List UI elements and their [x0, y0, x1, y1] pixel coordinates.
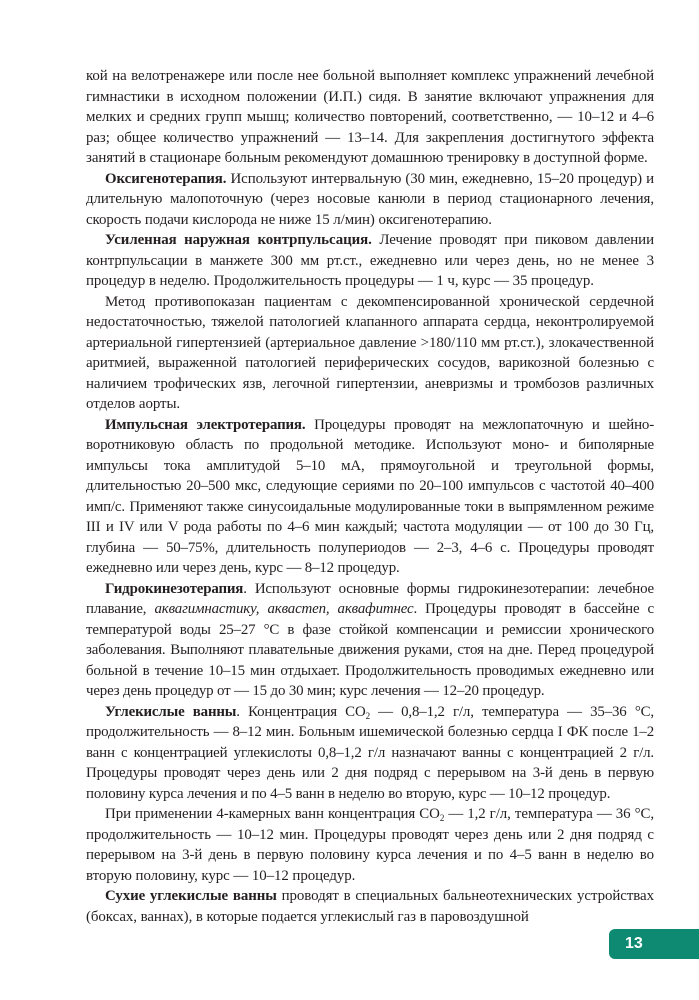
paragraph-hydrokinesitherapy	[86, 579, 654, 702]
paragraph-text: Используют интервальную (30 мин, ежедневно, 15–20 процедур) и длительную малопоточную (через носовые канюли в период стационарного лечения, скорость подачи кислорода не ниже 15 л/мин) оксигенотерапию.	[86, 170, 654, 228]
section-lead-oxygen-therapy: Оксигенотерапия.	[105, 170, 227, 187]
paragraph-oxygen-therapy	[86, 169, 654, 231]
paragraph-text: Метод противопоказан пациентам с декомпенсированной хронической сердечной недостаточностью, тяжелой патологией клапанного аппарата сердца, неконтролируемой артериальной гипертензией (артериальное давление >180/110 мм рт.ст.), злокачественной аритмией, выраженной патологией периферических сосудов, варикозной болезнью с наличием трофических язв, легочной гипертензии, аневризмы и тромбозов различных отделов аорты.	[86, 293, 654, 412]
paragraph-contraindications	[86, 292, 654, 415]
paragraph-text: При применении 4-камерных ванн концентрация CO	[105, 806, 440, 822]
paragraph-text: кой на велотренажере или после нее больной выполняет комплекс упражнений лечебной гимнастики в исходном положении (И.П.) сидя. В занятие включают упражнения для мелких и средних групп мышц; количество повторений, соответственно, — 10–12 и 4–6 раз; общее количество упражнений — 13–14. Для закрепления достигнутого эффекта занятий в стационаре больным рекомендуют домашнюю тренировку в доступной форме.	[86, 68, 654, 166]
paragraph-four-chamber-baths	[86, 804, 654, 886]
paragraph-dry-carbonic-baths	[86, 886, 654, 927]
paragraph-electrotherapy	[86, 415, 654, 579]
page-number: 13	[625, 935, 643, 952]
paragraph-text: Процедуры проводят на межлопаточную и шейно-воротниковую область по продольной методике. Используют моно- и биполярные импульсы тока амплитудой 5–10 мА, прямоугольной и треугольной формы, длительностью 20–500 мкс, следующие сериями по 20–100 импульсов с частотой 40–400 имп/с. Применяют также синусоидальные модулированные токи в выпрямленном режиме III и IV или V рода работы по 4–6 мин каждый; частота модуляции — от 100 до 30 Гц, глубина — 50–75%, длительность полупериодов — 2–3, 4–6 с. Процедуры проводят ежедневно или через день, курс — 8–12 процедур.	[86, 416, 654, 576]
paragraph-carbonic-baths	[86, 702, 654, 805]
subscript: 2	[365, 710, 370, 721]
paragraph-text: . Процедуры проводят в бассейне с температурой воды 25–27 °C в фазе стойкой компенсации и ремиссии хронического заболевания. Выполняют плавательные движения руками, стоя на дне. Перед процедурой больной в течение 10–15 мин отдыхает. Продолжительность проводимых ежедневно или через день процедур от — 15 до 30 мин; курс лечения — 12–20 процедур.	[86, 601, 654, 699]
paragraph-counterpulsation	[86, 230, 654, 292]
paragraph-text: Лечение проводят при пиковом давлении контрпульсации в манжете 300 мм рт.ст., ежедневно или через день, но не менее 3 процедур в неделю. Продолжительность процедуры — 1 ч, курс — 35 процедур.	[86, 232, 654, 289]
italic-terms: аквагимнастику, аквастеп, аквафитнес	[154, 601, 414, 617]
paragraph-text: проводят в специальных бальнеотехнических устройствах (боксах, ваннах), в которые подается углекислый газ в паровоздушной	[86, 888, 654, 925]
paragraph-text: . Используют основные формы гидрокинезотерапии: лечебное плавание,	[86, 580, 654, 617]
page-body	[86, 66, 654, 927]
section-lead-electrotherapy: Импульсная электротерапия.	[105, 416, 306, 433]
paragraph-text: . Концентрация CO	[236, 703, 366, 720]
section-lead-carbonic-baths: Углекислые ванны	[105, 703, 237, 720]
section-lead-counterpulsation: Усиленная наружная контрпульсация.	[105, 232, 372, 248]
section-lead-dry-carbonic-baths: Сухие углекислые ванны	[105, 888, 277, 904]
paragraph-text: — 1,2 г/л, температура — 36 °C, продолжительность — 10–12 мин. Процедуры проводят через день или 2 дня подряд с перерывом на 3-й день в первую половину курса лечения и по 4–5 ванн в неделю во вторую половину, курс — 10–12 процедур.	[86, 806, 655, 884]
paragraph-lfk-continuation	[86, 66, 654, 169]
paragraph-text: — 0,8–1,2 г/л, температура — 35–36 °C, продолжительность — 8–12 мин. Больным ишемической болезнью сердца I ФК после 1–2 ванн с концентрацией углекислоты 0,8–1,2 г/л назначают ванны с концентрацией 2 г/л. Процедуры проводят через день или 2 дня подряд с перерывом на 3-й день в первую половину курса лечения и по 4–5 ванн в неделю во вторую, курс — 10–12 процедур.	[86, 703, 654, 802]
subscript: 2	[439, 813, 445, 823]
section-lead-hydrokinesitherapy: Гидрокинезотерапия	[105, 580, 244, 597]
page-number-tab	[609, 929, 699, 959]
